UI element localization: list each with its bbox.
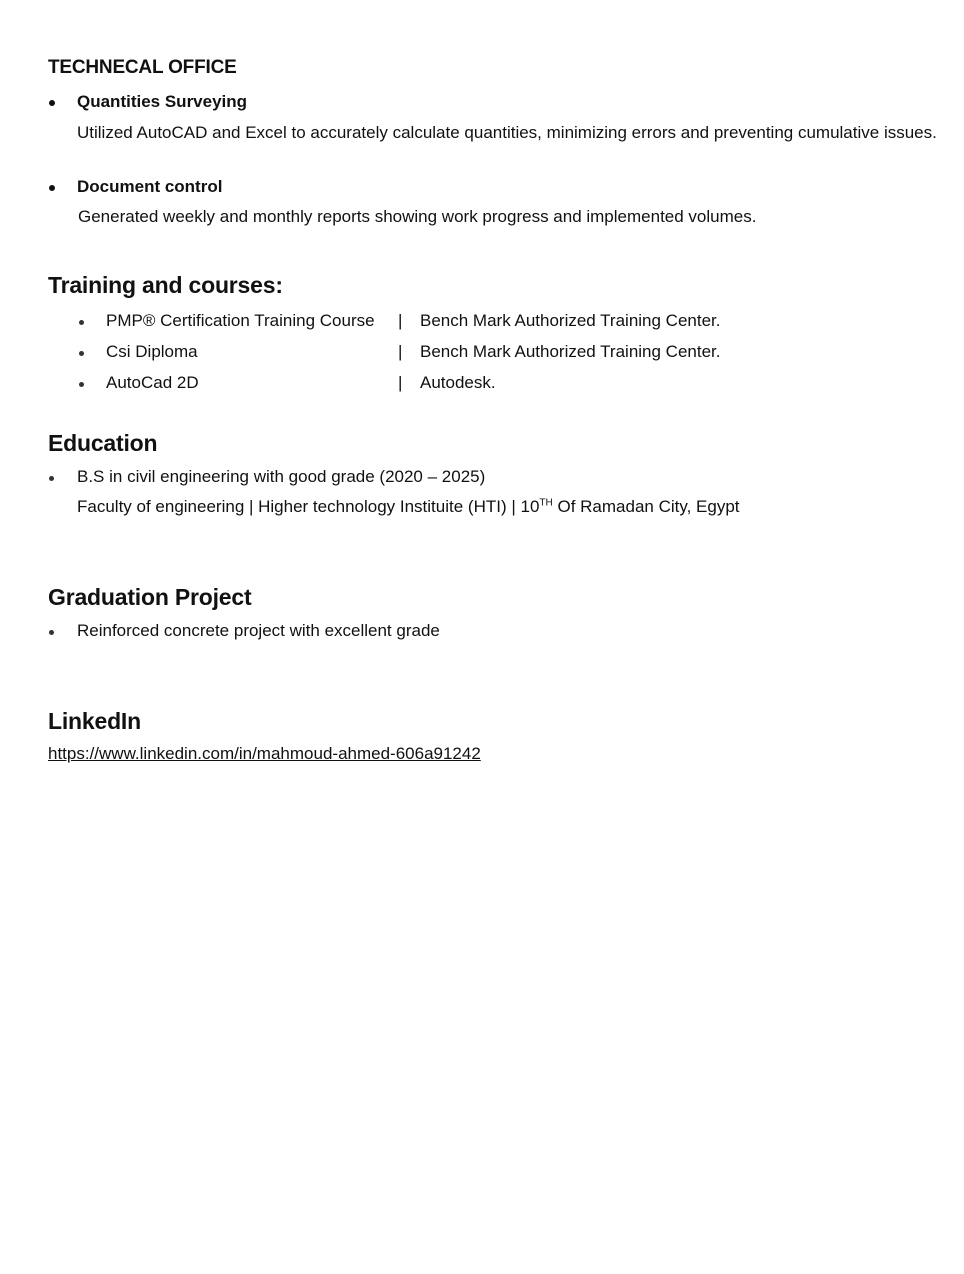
document-control-description: Generated weekly and monthly reports showing work progress and implemented volumes. <box>78 207 757 226</box>
bullet-icon <box>49 476 54 481</box>
linkedin-url-link[interactable]: https://www.linkedin.com/in/mahmoud-ahmed-606a91242 <box>48 744 481 763</box>
education-institution-suffix: Of Ramadan City, Egypt <box>552 497 740 516</box>
document-control-title: Document control <box>77 177 223 196</box>
course-provider: Autodesk. <box>420 373 496 392</box>
education-institution-sup: TH <box>539 497 553 509</box>
course-name: AutoCad 2D <box>106 373 199 392</box>
bullet-icon <box>49 630 54 635</box>
education-institution-prefix: Faculty of engineering | Higher technology Instituite (HTI) | 10 <box>77 497 540 516</box>
course-provider: Bench Mark Authorized Training Center. <box>420 311 721 330</box>
education-institution <box>77 497 740 517</box>
course-name: PMP® Certification Training Course <box>106 311 375 330</box>
graduation-project-item: Reinforced concrete project with excellent grade <box>77 621 440 640</box>
course-provider: Bench Mark Authorized Training Center. <box>420 342 721 361</box>
education-degree: B.S in civil engineering with good grade (2020 – 2025) <box>77 467 486 486</box>
bullet-icon <box>49 100 55 106</box>
bullet-icon <box>49 185 55 191</box>
course-separator: | <box>398 373 403 392</box>
quantities-surveying-description: Utilized AutoCAD and Excel to accurately calculate quantities, minimizing errors and preventing cumulative issues. <box>77 123 937 142</box>
bullet-icon <box>79 320 84 325</box>
course-separator: | <box>398 342 403 361</box>
education-heading: Education <box>48 430 158 456</box>
course-name: Csi Diploma <box>106 342 198 361</box>
technical-office-heading: TECHNECAL OFFICE <box>48 57 237 78</box>
bullet-icon <box>79 382 84 387</box>
graduation-project-heading: Graduation Project <box>48 584 252 610</box>
quantities-surveying-title: Quantities Surveying <box>77 92 248 111</box>
bullet-icon <box>79 351 84 356</box>
course-separator: | <box>398 311 403 330</box>
linkedin-heading: LinkedIn <box>48 708 141 734</box>
training-heading: Training and courses: <box>48 272 283 298</box>
